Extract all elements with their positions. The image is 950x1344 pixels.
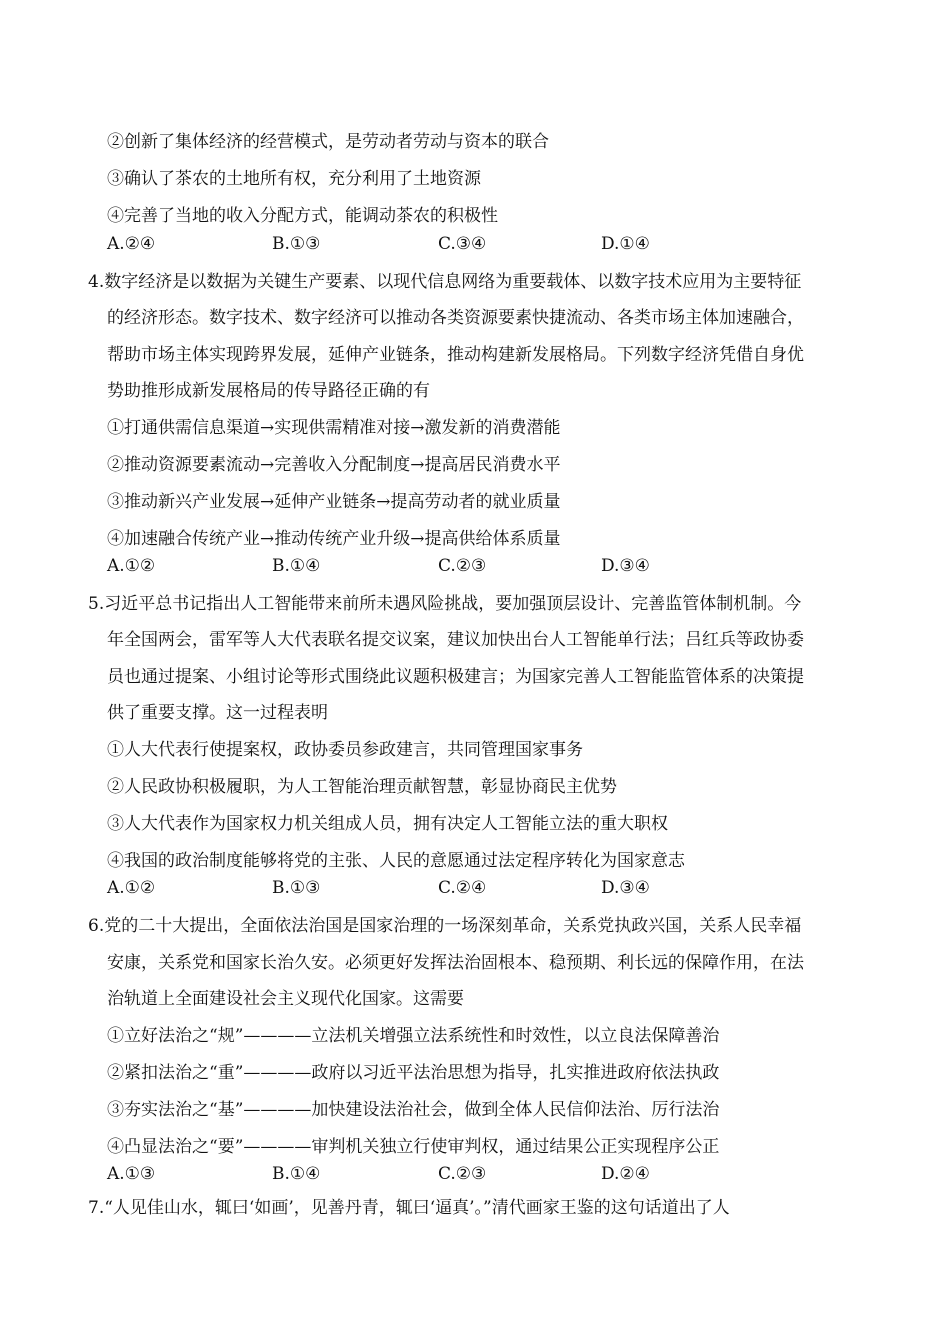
q6-stem-line-2: 安康，关系党和国家长治久安。必须更好发挥法治固根本、稳预期、利长远的保障作用，在法 bbox=[107, 953, 804, 973]
q6-answer-d: D.②④ bbox=[601, 1164, 650, 1184]
q3-option-2: ②创新了集体经济的经营模式，是劳动者劳动与资本的联合 bbox=[107, 132, 549, 152]
q4-answer-a: A.①② bbox=[107, 556, 156, 576]
q4-stem-line-1: 4.数字经济是以数据为关键生产要素、以现代信息网络为重要载体、以数字技术应用为主要特征 bbox=[88, 272, 802, 292]
q3-answer-c: C.③④ bbox=[438, 234, 487, 254]
q5-answer-b: B.①③ bbox=[272, 878, 321, 898]
q5-option-2: ②人民政协积极履职，为人工智能治理贡献智慧，彰显协商民主优势 bbox=[107, 777, 617, 797]
q6-stem-line-1: 6.党的二十大提出，全面依法治国是国家治理的一场深刻革命，关系党执政兴国，关系人民幸福 bbox=[88, 916, 802, 936]
q4-stem-line-2: 的经济形态。数字技术、数字经济可以推动各类资源要素快捷流动、各类市场主体加速融合， bbox=[107, 308, 804, 328]
q3-option-4: ④完善了当地的收入分配方式，能调动茶农的积极性 bbox=[107, 206, 498, 226]
q4-stem-line-4: 势助推形成新发展格局的传导路径正确的有 bbox=[107, 381, 430, 401]
q5-option-3: ③人大代表作为国家权力机关组成人员，拥有决定人工智能立法的重大职权 bbox=[107, 814, 668, 834]
q6-answer-b: B.①④ bbox=[272, 1164, 321, 1184]
q3-option-3: ③确认了茶农的土地所有权，充分利用了土地资源 bbox=[107, 169, 481, 189]
q6-option-2: ②紧扣法治之“重”————政府以习近平法治思想为指导，扎实推进政府依法执政 bbox=[107, 1063, 720, 1083]
q6-option-4: ④凸显法治之“要”————审判机关独立行使审判权，通过结果公正实现程序公正 bbox=[107, 1137, 720, 1157]
q5-stem-line-4: 供了重要支撑。这一过程表明 bbox=[107, 703, 328, 723]
q4-option-2: ②推动资源要素流动→完善收入分配制度→提高居民消费水平 bbox=[107, 455, 561, 475]
q6-stem-line-3: 治轨道上全面建设社会主义现代化国家。这需要 bbox=[107, 989, 464, 1009]
q5-stem-line-1: 5.习近平总书记指出人工智能带来前所未遇风险挑战，要加强顶层设计、完善监管体制机制。今 bbox=[88, 594, 802, 614]
q6-option-3: ③夯实法治之“基”————加快建设法治社会，做到全体人民信仰法治、厉行法治 bbox=[107, 1100, 720, 1120]
q7-stem-line-1: 7.“人见佳山水，辄曰‘如画’，见善丹青，辄曰‘逼真’。”清代画家王鉴的这句话道出了人 bbox=[88, 1198, 730, 1218]
q3-answer-a: A.②④ bbox=[107, 234, 156, 254]
q3-answer-d: D.①④ bbox=[601, 234, 650, 254]
q4-option-1: ①打通供需信息渠道→实现供需精准对接→激发新的消费潜能 bbox=[107, 418, 561, 438]
q5-stem-line-2: 年全国两会，雷军等人大代表联名提交议案，建议加快出台人工智能单行法；吕红兵等政协委 bbox=[107, 630, 804, 650]
q4-answer-d: D.③④ bbox=[601, 556, 650, 576]
q4-option-4: ④加速融合传统产业→推动传统产业升级→提高供给体系质量 bbox=[107, 529, 561, 549]
q4-option-3: ③推动新兴产业发展→延伸产业链条→提高劳动者的就业质量 bbox=[107, 492, 561, 512]
q4-stem-line-3: 帮助市场主体实现跨界发展，延伸产业链条，推动构建新发展格局。下列数字经济凭借自身优 bbox=[107, 345, 804, 365]
q6-option-1: ①立好法治之“规”————立法机关增强立法系统性和时效性，以立良法保障善治 bbox=[107, 1026, 720, 1046]
q5-answer-a: A.①② bbox=[107, 878, 156, 898]
q5-answer-d: D.③④ bbox=[601, 878, 650, 898]
q3-answer-b: B.①③ bbox=[272, 234, 321, 254]
q4-answer-c: C.②③ bbox=[438, 556, 487, 576]
q6-answer-c: C.②③ bbox=[438, 1164, 487, 1184]
q5-stem-line-3: 员也通过提案、小组讨论等形式围绕此议题积极建言；为国家完善人工智能监管体系的决策提 bbox=[107, 667, 804, 687]
q6-answer-a: A.①③ bbox=[107, 1164, 156, 1184]
q5-option-1: ①人大代表行使提案权，政协委员参政建言，共同管理国家事务 bbox=[107, 740, 583, 760]
q5-option-4: ④我国的政治制度能够将党的主张、人民的意愿通过法定程序转化为国家意志 bbox=[107, 851, 685, 871]
q4-answer-b: B.①④ bbox=[272, 556, 321, 576]
q5-answer-c: C.②④ bbox=[438, 878, 487, 898]
